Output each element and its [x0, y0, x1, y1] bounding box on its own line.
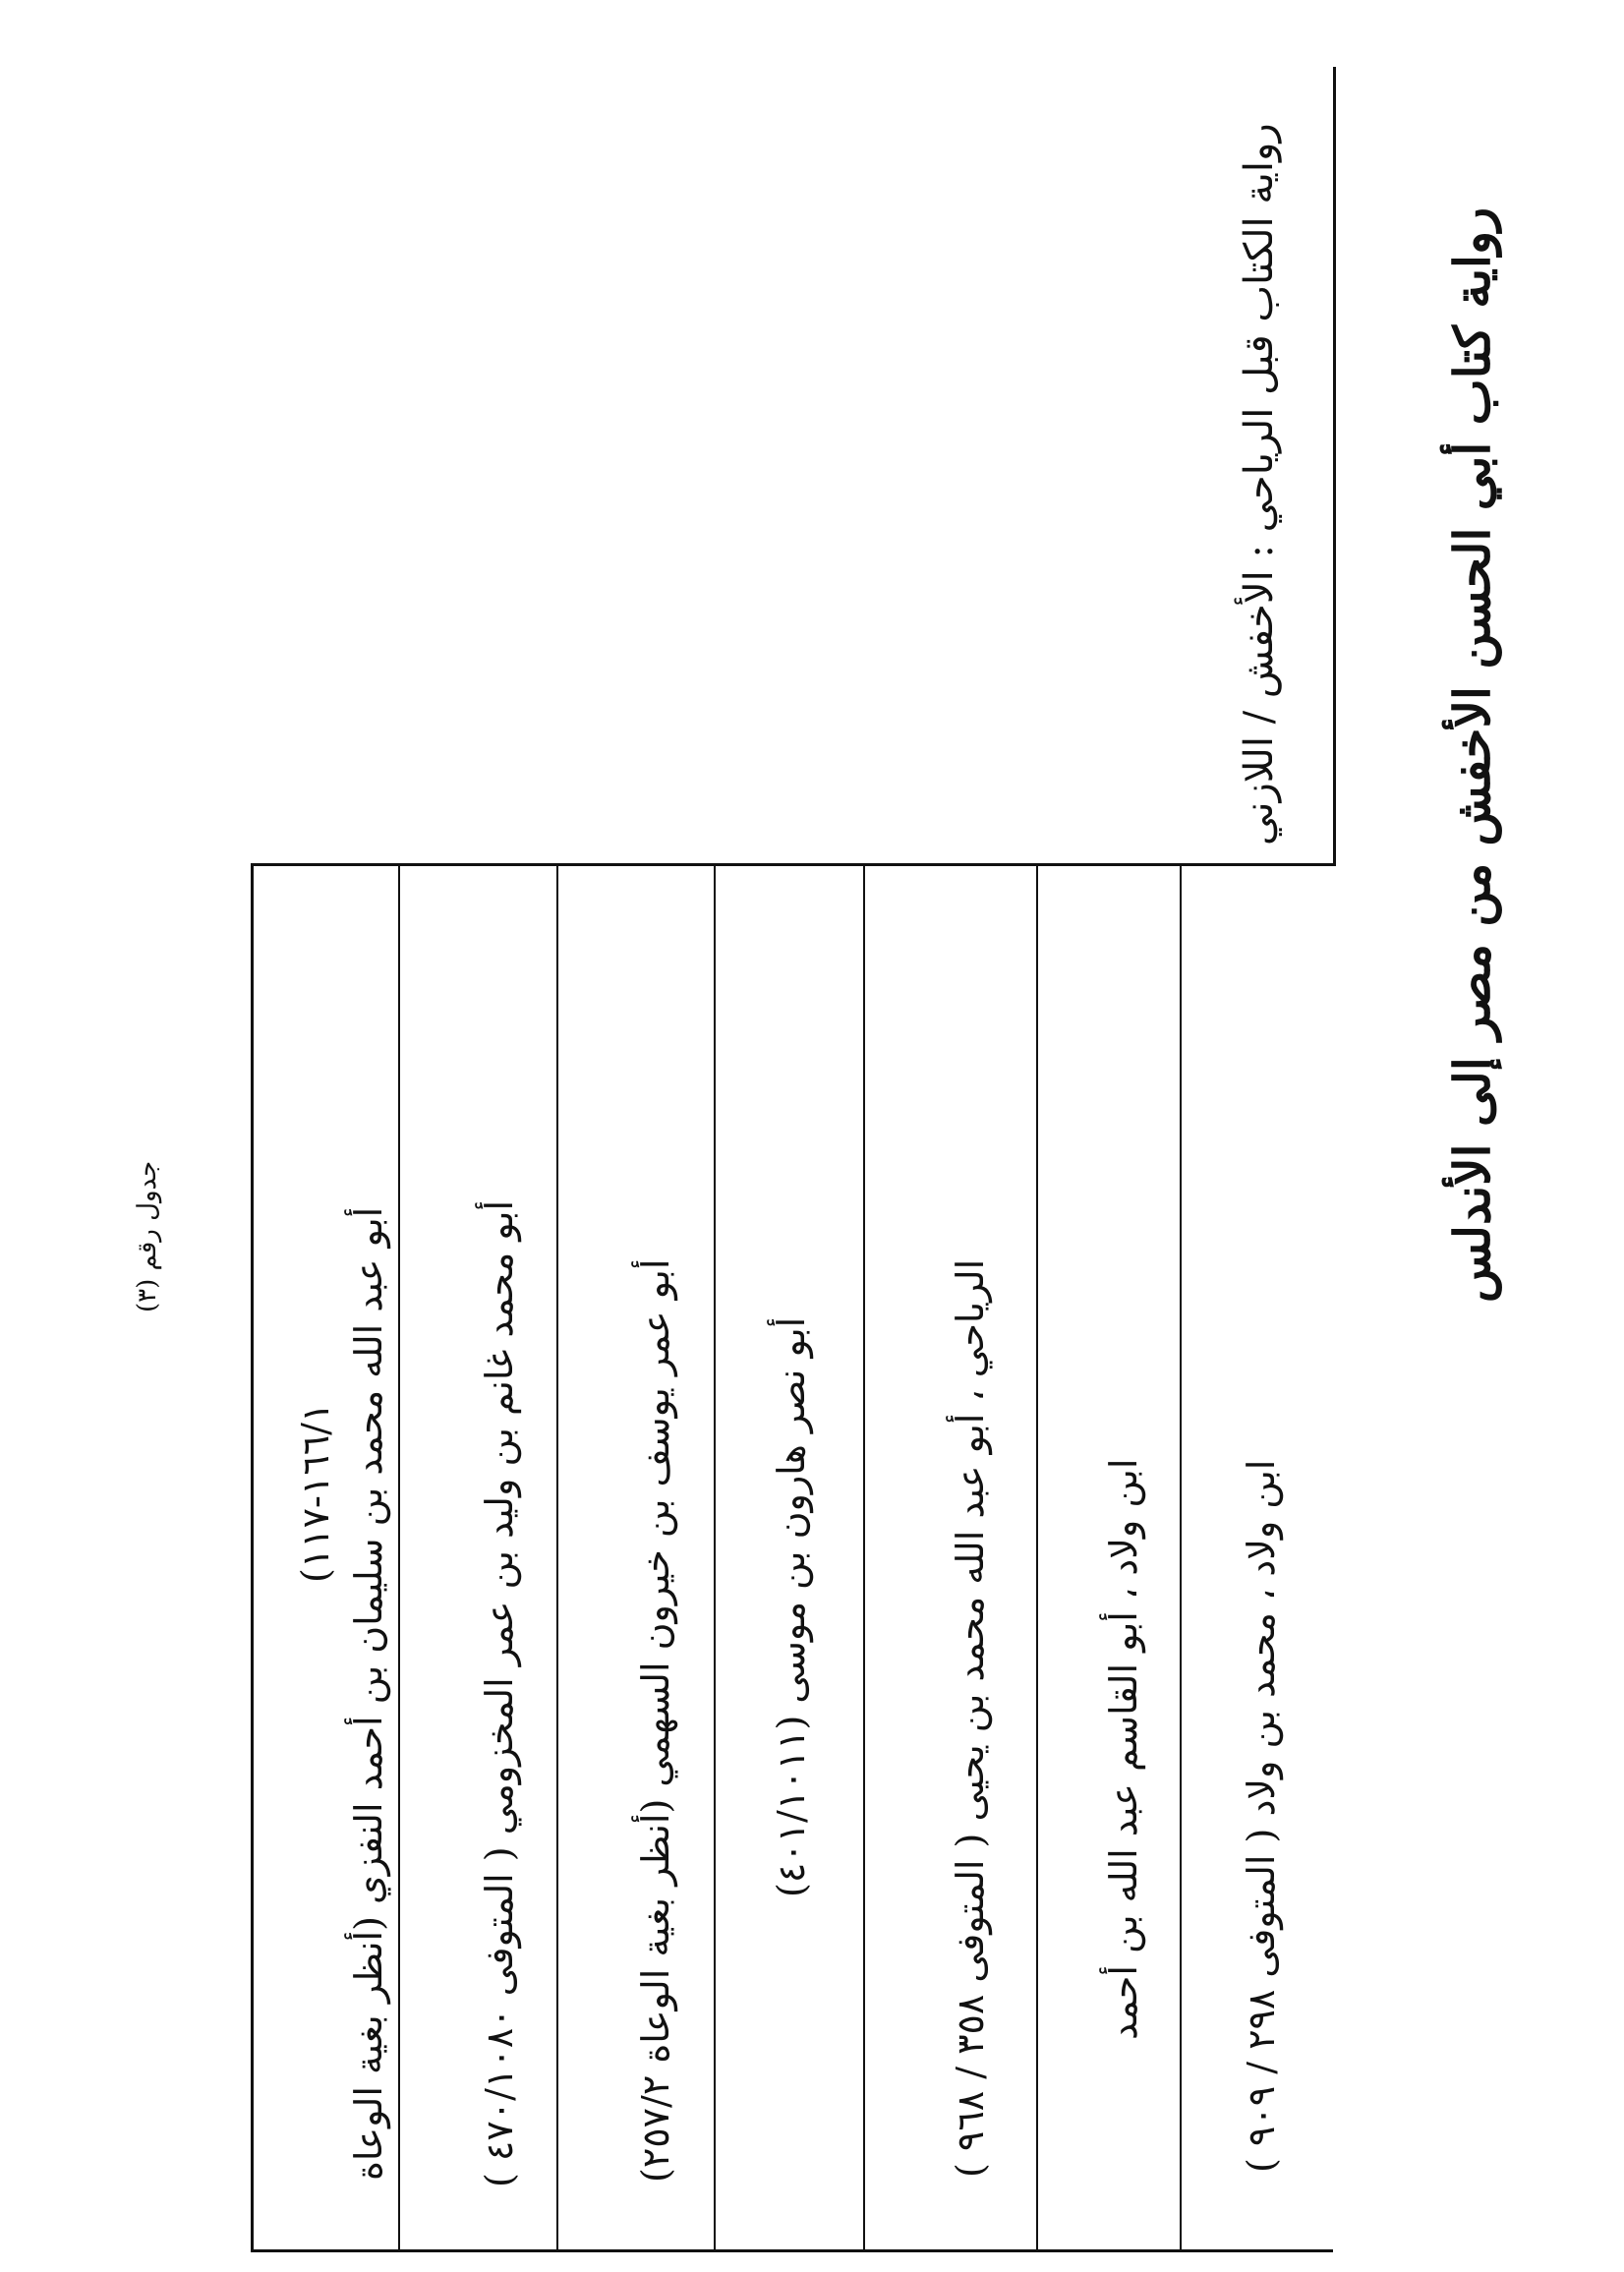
table-caption: جدول رقم (٣): [133, 1160, 162, 1312]
page-title: رواية كتاب أبي الحسن الأخفش من مصر إلى الأندلس: [1443, 206, 1501, 1303]
row-separator: [1180, 863, 1182, 2251]
divider-vertical: [1333, 67, 1336, 865]
row-separator: [398, 863, 400, 2251]
row-separator: [1036, 863, 1038, 2251]
table-row: أبو عبد الله محمد بن سليمان بن أحمد النفزي (أنظر بغية الوعاة: [347, 1206, 390, 2181]
table-row: الرياحي ، أبو عبد الله محمد بن يحيى ( المتوفى ٣٥٨ / ٩٦٨ ): [949, 1258, 992, 2178]
row-separator: [714, 863, 716, 2251]
table-row: ابن ولاد ، محمد بن ولاد ( المتوفى ٢٩٨ / ٩٠٩ ): [1240, 1459, 1283, 2173]
row-separator: [863, 863, 865, 2251]
table-row-continuation: ١٦٦/١-١١٧): [294, 1402, 337, 1583]
table-row: أبو عمر يوسف بن خيرون السهمي (أنظر بغية الوعاة ٢٥٧/٢): [634, 1258, 677, 2183]
table-row: أبو نصر هارون بن موسى (٤٠١/١٠١١): [770, 1316, 813, 1897]
row-separator: [556, 863, 558, 2251]
subtitle: رواية الكتاب قبل الرياحي : الأخفش / اللازني: [1237, 123, 1282, 845]
table-row: ابن ولاد ، أبو القاسم عبد الله بن أحمد: [1102, 1458, 1145, 2040]
table-row: أبو محمد غانم بن وليد بن عمر المخزومي ( المتوفى ٤٧٠/١٠٨٠ ): [478, 1199, 521, 2187]
